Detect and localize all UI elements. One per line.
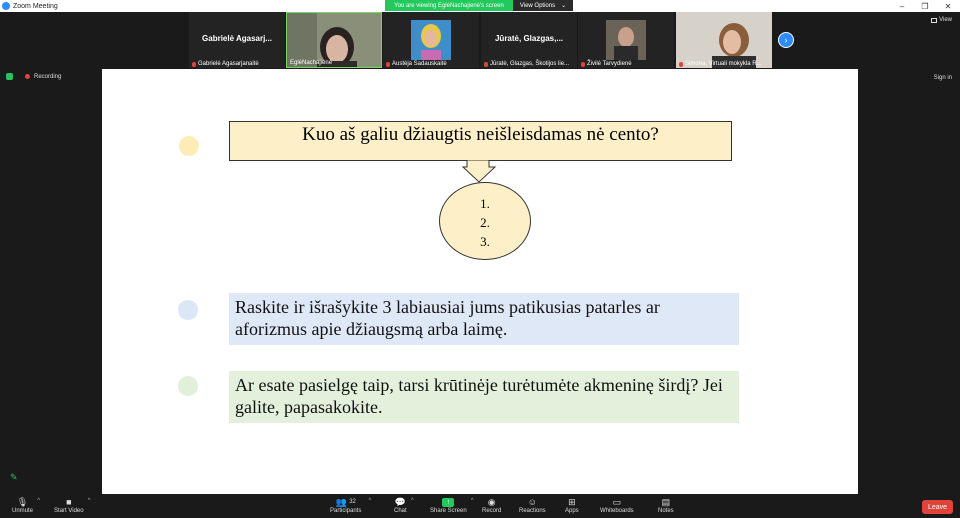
muted-mic-icon: 🎙 [16,496,29,507]
meeting-status-row [6,73,61,80]
slide-bullet-1 [179,136,199,156]
participants-icon: 👥 32 [335,496,356,507]
caret-up-icon[interactable]: ^ [410,498,414,504]
start-video-button[interactable] [54,496,91,514]
slide-bullet-2 [178,300,198,320]
participant-tile-3[interactable] [383,12,479,68]
participant-name: EglėNachajienė [290,60,333,66]
shared-screen-slide [102,69,858,494]
apps-button[interactable] [565,496,579,514]
sign-in-link[interactable]: Sign in [933,75,952,81]
list-item: 1. [480,196,490,211]
answer-oval [439,182,531,260]
participant-tile-1[interactable] [189,12,285,68]
muted-mic-icon [581,62,585,67]
chat-label: Chat [394,508,407,514]
start-video-label: Start Video [54,508,84,514]
slide-task-1: Raskite ir išrašykite 3 labiausiai jums patikusias patarles ar aforizmus apie džiaugsmą arba laimę. [229,293,739,345]
participants-label: Participants [330,508,362,514]
share-screen-label: Share Screen [430,508,467,514]
muted-mic-icon [386,62,390,67]
close-window-button[interactable]: ✕ [944,1,952,11]
notes-label: Notes [658,508,674,514]
grid-view-icon [931,18,937,23]
participant-name: Jūratė, Glazgas, Škotijos lie... [490,61,570,67]
apps-icon: ⊞ [568,496,576,507]
recording-label[interactable]: Recording [34,73,62,80]
chevron-down-icon: ⌄ [561,3,567,9]
video-strip [0,12,960,69]
participant-tile-6[interactable] [676,12,772,68]
participants-count: 32 [349,499,356,505]
smiley-icon: ☺ [527,497,537,507]
participant-name: Gabrielė Agasarjanaitė [198,61,259,67]
participant-tile-5[interactable] [578,12,674,68]
participant-video [383,12,479,68]
unmute-button[interactable] [12,496,41,514]
share-screen-icon: ↑ [442,498,454,507]
down-arrow-icon [462,160,498,184]
caret-up-icon[interactable]: ^ [87,498,91,504]
participant-video [676,12,772,68]
reactions-button[interactable] [519,496,546,514]
participant-name: Simona, Virtuali mokykla R... [685,61,762,67]
caret-up-icon[interactable]: ^ [470,498,474,504]
recording-dot-icon [25,74,30,79]
share-screen-button[interactable] [430,496,474,514]
next-page-arrow-icon[interactable]: › [778,32,794,48]
whiteboard-icon: ▭ [612,496,622,507]
notes-button[interactable] [658,496,674,514]
pencil-icon[interactable]: ✎ [10,472,18,482]
restore-button[interactable]: ❐ [921,1,929,11]
record-label: Record [482,508,502,514]
list-item: 3. [480,234,490,249]
leave-button[interactable]: Leave [922,500,953,514]
meeting-toolbar [0,494,960,518]
participant-display-name: Jūratė, Glazgas,... [494,34,564,43]
slide-task-2: Ar esate pasielgę taip, tarsi krūtinėje turėtumėte akmeninę širdį? Jei galite, papasakokite. [229,371,739,423]
participant-tile-4[interactable] [481,12,577,68]
whiteboards-button[interactable] [600,496,634,514]
caret-up-icon[interactable]: ^ [37,498,41,504]
participant-display-name: Gabrielė Agasarj... [202,34,272,43]
notes-icon: ▤ [661,496,671,507]
view-options-label: View Options [519,2,556,9]
view-button[interactable] [931,17,952,23]
caret-up-icon[interactable]: ^ [368,498,372,504]
chat-button[interactable] [394,496,414,514]
record-icon: ◉ [487,496,496,507]
viewing-screen-status: You are viewing EglėNachajienė's screen [385,0,513,11]
slide-question-box [229,121,732,161]
apps-label: Apps [565,508,579,514]
participant-tile-2[interactable] [286,12,382,68]
view-label: View [939,17,952,23]
zoom-app-icon [2,2,10,10]
screen-share-banner [385,0,573,11]
participant-name: Austėja Sadauskaitė [392,61,447,67]
record-button[interactable] [482,496,501,514]
muted-mic-icon [679,62,683,67]
reactions-label: Reactions [519,508,546,514]
slide-bullet-3 [178,376,198,396]
video-off-icon: ■ [66,497,72,507]
list-item: 2. [480,215,490,230]
muted-mic-icon [192,62,196,67]
slide-question: Kuo aš galiu džiaugtis neišleisdamas nė cento? [302,124,659,145]
whiteboards-label: Whiteboards [600,508,634,514]
participant-video [578,12,674,68]
participant-name: Živilė Tarvydienė [587,61,632,67]
unmute-label: Unmute [12,508,34,514]
view-options-button[interactable] [513,0,573,11]
participants-button[interactable] [330,496,372,514]
window-title: Zoom Meeting [13,2,58,10]
shield-icon[interactable] [6,73,13,80]
muted-mic-icon [484,62,488,67]
minimize-button[interactable]: – [899,1,905,11]
chat-bubble-icon: 💬 [394,496,406,507]
